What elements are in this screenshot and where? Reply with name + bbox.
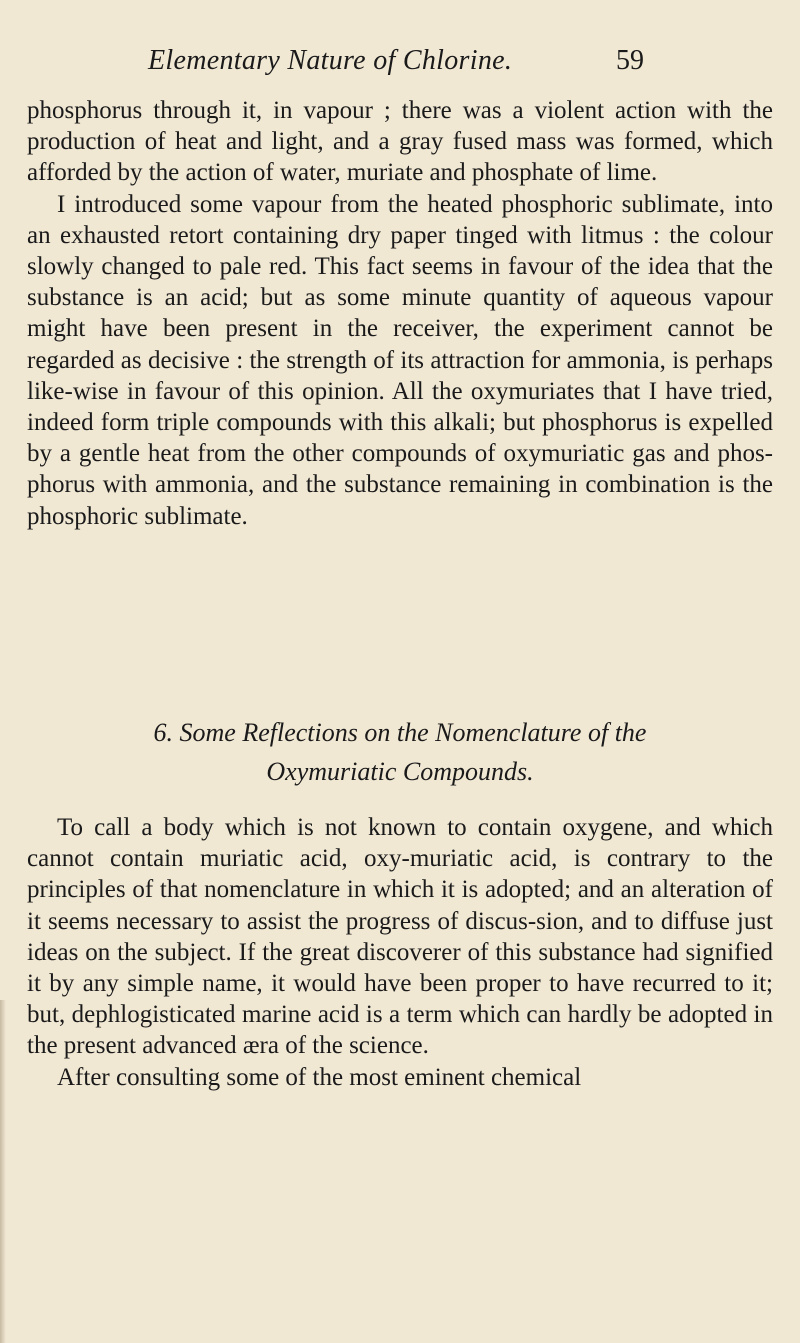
body-text-top xyxy=(27,95,773,532)
paragraph-final-line: After consulting some of the most eminent chemical xyxy=(57,1063,582,1091)
running-head xyxy=(0,45,800,85)
body-text-bottom xyxy=(27,812,773,1093)
page-number: 59 xyxy=(616,45,644,76)
section-heading-line-1: 6. Some Reflections on the Nomenclature of the xyxy=(153,718,647,747)
paragraph-litmus-experiment: I introduced some vapour from the heated phosphoric sublimate, into an exhausted retort containing dry paper tinged with litmus : the colour slowly changed to pale red. This fact seems in favour of the idea that the substance is an acid; but as some minute quantity of aqueous vapour might have been present in the receiver, the experiment cannot be regarded as decisive : the strength of its attraction for ammonia, is perhaps like-wise in favour of this opinion. All the oxymuriates that I have tried, indeed form triple compounds with this alkali; but phosphorus is expelled by a gentle heat from the other compounds of oxymuriatic gas and phos-phorus with ammonia, and the substance remaining in combination is the phosphoric sublimate. xyxy=(27,190,773,530)
section-heading xyxy=(27,713,773,791)
running-title: Elementary Nature of Chlorine. xyxy=(148,45,513,76)
paragraph-nomenclature: To call a body which is not known to contain oxygene, and which cannot contain muriatic acid, oxy-muriatic acid, is contrary to the principles of that nomenclature in which it is adopted; and an alteration of it seems necessary to assist the progress of discus-sion, and to diffuse just ideas on the subject. If the great discoverer of this substance had signified it by any simple name, it would have been proper to have recurred to it; but, dephlogisticated marine acid is a term which can hardly be adopted in the present advanced æra of the science. xyxy=(27,814,773,1060)
section-heading-line-2: Oxymuriatic Compounds. xyxy=(266,757,534,786)
paragraph-continuation: phosphorus through it, in vapour ; there was a violent action with the production of heat and light, and a gray fused mass was formed, which afforded by the action of water, muriate and phosphate of lime. xyxy=(27,97,773,187)
page-edge-shadow xyxy=(0,1000,6,1343)
